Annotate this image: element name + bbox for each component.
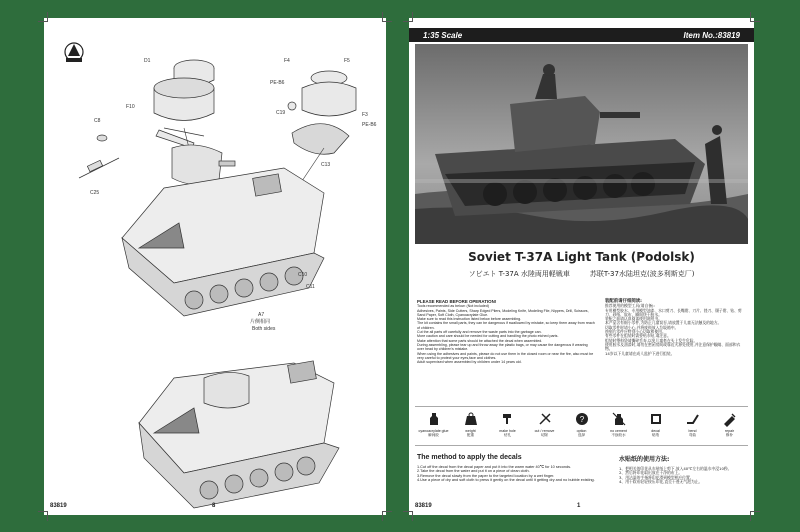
decal-step: 2、然后将印花取出放在干净的布上。 <box>619 470 683 476</box>
subtitle-chinese: 苏联T-37水陆坦克(波多利斯克厂) <box>589 270 695 278</box>
option-icon <box>574 411 590 427</box>
machine-gun-part <box>79 135 119 178</box>
decal-step: 1、把相关的印花从水贴纸上剪下,放入40℃左右的温水中浸10秒。 <box>619 466 732 471</box>
tank-hull-upper <box>122 168 324 316</box>
warning-item: During assembling, please tear up and throw away the plastic bags, or may cause the dangerous if wearing over head by children's mistake. <box>417 342 588 352</box>
crop-mark <box>403 12 413 22</box>
legend-make-hole: make hole 钻孔 <box>493 411 523 438</box>
no-cement-icon <box>611 411 627 427</box>
scale-label: 1:35 Scale <box>423 30 463 40</box>
warning-item: Adult supervised when assembled by children under 14 years old. <box>417 360 522 365</box>
assembly-diagram <box>44 18 386 515</box>
warning-item: Adhesives, Paints, Side Cutters, Sharp Edged Pliers, Modeling Knife, Modeling File, Nippers, Drill, Scissors, Sand Paper, Soft Cloth, Cyanoacrylate Glue. <box>417 308 589 317</box>
decal-step: 4.Use a piece of dry and soft cloth to press it gently on the decal until it getting dry and no bubble existing. <box>417 478 595 483</box>
warning-item: 组装时塑料袋请撕碎丢弃,以免儿童套在头上发生危险。 <box>605 337 698 343</box>
warning-item: 蚀刻片零件应特别小心切取和使用。 <box>605 329 666 335</box>
warning-item: Make sure to read this instruction listed below before assembling. <box>417 317 522 322</box>
warning-item: When using the adhesives and paints, please do not use them in the closed room or near the fire, also must be very careful to protect your eyes,face and clothes. <box>417 351 594 360</box>
warning-item: More caution and care should be needed for cutting and handling the photo etched parts. <box>417 334 559 339</box>
product-code: 83819 <box>50 503 67 509</box>
decal-icon <box>648 411 664 427</box>
warning-english <box>417 300 595 364</box>
decal-method-english <box>417 454 607 483</box>
product-subtitles <box>409 269 754 279</box>
part-label: C10 <box>298 272 308 278</box>
part-label: PE-B6 <box>362 122 377 128</box>
legend-cut-remove: cut / remove 切除 <box>530 411 560 438</box>
warning-heading: 装配前请仔细阅读: <box>605 299 642 304</box>
glue-icon <box>426 411 442 427</box>
part-label: A7 <box>258 312 265 318</box>
legend-weight: weight 配重 <box>456 411 486 438</box>
part-label: C8 <box>94 118 101 124</box>
repair-icon <box>722 411 738 427</box>
crop-mark <box>403 511 413 521</box>
instruction-page-left <box>44 18 386 515</box>
warning-item: 有些零件在组装时需要贴水贴,请注意。 <box>605 333 671 339</box>
legend-icons <box>415 406 748 446</box>
part-label: F10 <box>126 104 135 110</box>
bend-icon <box>685 411 701 427</box>
part-label: C11 <box>306 284 315 290</box>
warning-chinese <box>605 300 745 356</box>
warning-item: 装配之前请认真阅读使用说明书。 <box>605 316 662 322</box>
warning-item: 推荐使用的模型工具(请自备): <box>605 303 655 309</box>
warning-item: Cut the all parts off carefully and remove the waste parts into the garbage can. <box>417 330 542 335</box>
turret-exploded-left <box>154 60 214 148</box>
part-label: F3 <box>362 112 368 118</box>
part-label: C19 <box>276 110 286 116</box>
header-bar <box>409 28 754 42</box>
legend-bend: bend 弯曲 <box>678 411 708 438</box>
svg-text:?: ? <box>579 415 584 424</box>
product-code: 83819 <box>415 503 432 509</box>
legend-repair: repair 修补 <box>715 411 745 438</box>
warning-item: 切取零件时请小心,并将废料放入垃圾箱中。 <box>605 324 679 330</box>
warning-item: 14岁以下儿童请在成人监护下进行组装。 <box>605 350 675 356</box>
decal-step: 4、用干软布轻轻按压印花,直至干透无气泡为止。 <box>619 479 703 485</box>
warning-item: Tools recommended as below: (Not included) <box>417 304 489 309</box>
drill-icon <box>500 411 516 427</box>
crop-mark <box>750 511 760 521</box>
decal-step: 2.Take the decal from the water and put it on a piece of clean cloth. <box>417 469 530 474</box>
weight-icon <box>463 411 479 427</box>
cut-icon <box>537 411 553 427</box>
crop-mark <box>750 12 760 22</box>
instruction-page-right <box>409 18 754 515</box>
part-label: F4 <box>284 58 290 64</box>
decal-step: 3、用沾湿的手指将印花滑到模型相应位置。 <box>619 474 694 480</box>
warning-item: Make attention that some parts should be attached the decal when assembled. <box>417 338 543 343</box>
decal-method-chinese <box>619 454 749 485</box>
part-label: D1 <box>144 58 151 64</box>
warning-item: 本产品含有细小零件,为防止儿童误吞,请放置于儿童无法触及的地方。 <box>605 320 722 326</box>
decal-method-heading: The method to apply the decals <box>417 454 522 461</box>
product-title: Soviet T-37A Light Tank (Podolsk) <box>468 250 695 264</box>
page-number: 1 <box>577 503 581 509</box>
decal-method-heading: 水贴纸的使用方法: <box>619 456 670 463</box>
legend-option: ? option 选择 <box>567 411 597 438</box>
part-label: C25 <box>90 190 100 196</box>
decal-step: 3.Remove the decal slowly from the paper to the targeted location by a wet finger. <box>417 473 555 478</box>
box-art-photo <box>415 44 748 244</box>
warning-item: 专用模型胶水、专用模型油漆、水口剪刀、长嘴钳、刀片、锉刀、镊子钳、钻、剪刀、砂纸、软布、瞬间快干胶水。 <box>605 307 742 317</box>
item-number: Item No.:83819 <box>683 30 740 40</box>
note-en: Both sides <box>252 326 276 332</box>
brand-logo <box>65 43 83 62</box>
note-cn: 片侧相同 <box>250 319 271 325</box>
legend-glue: cyanoacrylate glue 瞬间胶 <box>419 411 449 438</box>
subtitle-japanese: ソビエト T-37A 水陸両用軽戦車 <box>468 270 570 278</box>
legend-no-cement: no cement 不涂胶水 <box>604 411 634 438</box>
warning-item: 使用胶水及油漆时,请勿在密闭房间或靠近火源处使用,并注意保护眼睛、面部和衣物。 <box>605 341 741 352</box>
part-label: C13 <box>321 162 331 168</box>
warning-item: The kit contains the small parts, they can be dangerous if swallowed by mistake, so keep them away from reach of children. <box>417 321 595 330</box>
part-label: PE-B6 <box>270 80 285 86</box>
warning-heading: PLEASE READ BEFORE OPERATION! <box>417 299 497 304</box>
page-number: 8 <box>212 503 216 509</box>
decal-step: 1.Cut off the decal from the decal paper and put it into the warm water 40℃ for 10 seconds. <box>417 465 572 469</box>
turret-exploded-right <box>288 71 356 154</box>
tank-hull-assembled <box>139 361 339 508</box>
part-label: F5 <box>344 58 350 64</box>
legend-decal: decal 贴纸 <box>641 411 671 438</box>
